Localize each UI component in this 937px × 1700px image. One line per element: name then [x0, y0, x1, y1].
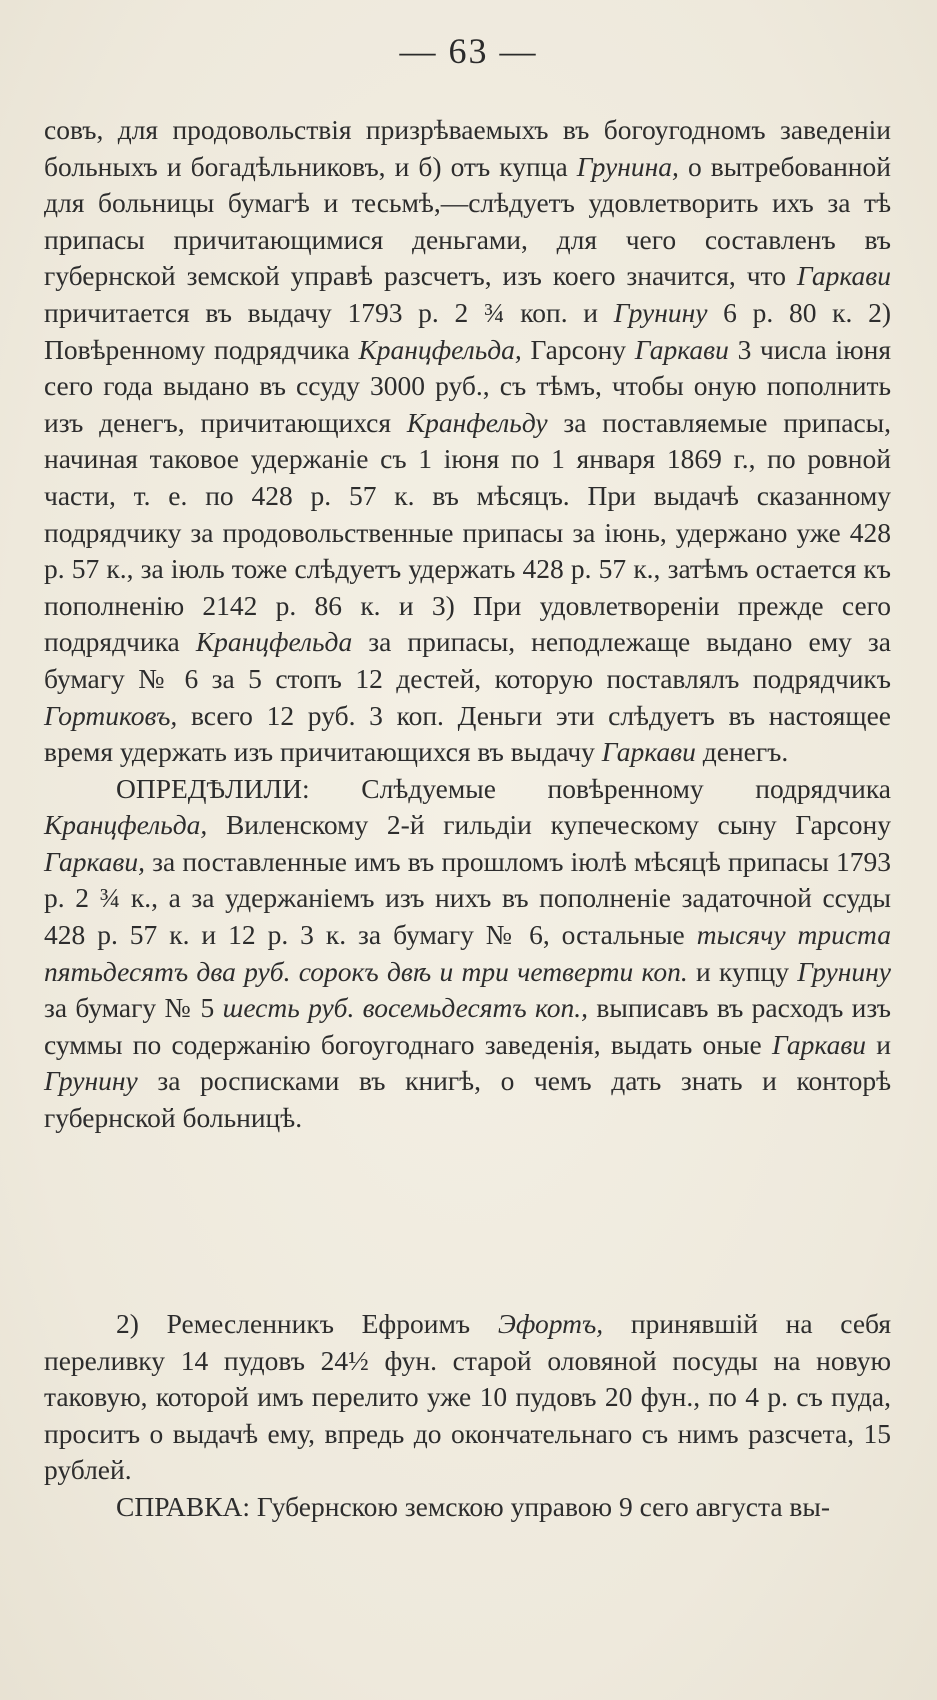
- italic-run: Кранцфельда,: [44, 809, 208, 841]
- text-run: Виленскому 2-й гильдіи купеческому сыну Гарсону: [207, 809, 891, 841]
- text-run: за бумагу № 5: [44, 992, 223, 1024]
- text-run: и купцу: [687, 955, 798, 987]
- text-run: 6 р. 80 к. 2) Повѣренному подрядчика: [44, 296, 891, 365]
- italic-run: Грунина,: [576, 150, 679, 182]
- italic-run: тысячу триста пятьдесятъ два руб. сорокъ двѣ и три четверти коп.: [44, 919, 891, 987]
- text-block-lower: [44, 1306, 891, 1526]
- text-run: 2) Ремесленникъ Ефроимъ: [116, 1308, 498, 1339]
- text-run: выписавъ въ расходъ изъ суммы по содержанію богоугоднаго заведенія, выдать оные: [44, 992, 892, 1060]
- text-block-upper: [44, 112, 891, 1137]
- text-run: за поставленные имъ въ прошломъ іюлѣ мѣсяцѣ припасы 1793 р. 2 ¾ к., а за удержаніемъ изъ нихъ въ пополненіе задаточной ссуды 428 р. 57 к. и 12 р. 3 к. за бумагу № 6, остальные: [44, 845, 891, 951]
- text-run: за поставляемые припасы, начиная таковое удержаніе съ 1 іюня по 1 января 1869 г., по ровной части, т. е. по 428 р. 57 к. въ мѣсяцъ. При выдачѣ сказанному подрядчику за продовольственные припасы за іюнь, удержано уже 428 р. 57 к., за іюль тоже слѣдуетъ удержать 428 р. 57 к., затѣмъ остается къ пополненію 2142 р. 86 к. и 3) При удовлетвореніи прежде сего подрядчика: [44, 406, 891, 658]
- text-run: всего 12 руб. 3 коп. Деньги эти слѣдуетъ въ настоящее время удержать изъ причитающихся въ выдачу: [44, 699, 891, 768]
- text-run: ОПРЕДѢЛИЛИ: Слѣдуемые повѣренному подрядчика: [116, 772, 891, 804]
- text-run: совъ, для продовольствія призрѣваемыхъ въ богоугодномъ заведеніи больныхъ и богадѣльниковъ, и б) отъ купца: [44, 114, 891, 182]
- italic-run: Гаркави: [796, 260, 891, 292]
- italic-run: Грунину: [797, 955, 891, 987]
- italic-run: Гортиковъ,: [44, 699, 178, 731]
- page-number: — 63 —: [399, 31, 538, 71]
- italic-run: Кранфельду: [406, 406, 548, 438]
- text-run: принявшій на себя переливку 14 пудовъ 24½ фун. старой оловяной посуды на новую таковую, которой имъ перелито уже 10 пудовъ 20 фун., по 4 р. съ пуда, проситъ о выдачѣ ему, впредь до окончательнаго съ нимъ разсчета, 15 рублей.: [44, 1308, 891, 1486]
- italic-run: Грунину: [44, 1065, 138, 1097]
- italic-run: Гаркави: [634, 333, 729, 365]
- text-run: 3 числа іюня сего года выдано въ ссуду 3000 руб., съ тѣмъ, чтобы оную пополнить изъ денегъ, причитающихся: [44, 333, 891, 438]
- text-run: за росписками въ книгѣ, о чемъ дать знать и конторѣ губернской больницѣ.: [44, 1065, 891, 1134]
- italic-run: шесть руб. восемьдесятъ коп.,: [222, 992, 589, 1024]
- italic-run: Гаркави: [601, 736, 696, 768]
- italic-run: Эфортъ,: [497, 1308, 604, 1339]
- italic-run: Грунину: [613, 296, 708, 328]
- text-run: и: [866, 1028, 891, 1060]
- italic-run: Кранцфельда: [195, 626, 353, 658]
- italic-run: Гаркави,: [44, 845, 145, 877]
- paragraph-resolution: [44, 771, 891, 1137]
- paragraph-item-2: [44, 1306, 891, 1489]
- text-run: СПРАВКА: Губернскою земскою управою 9 сего августа вы-: [116, 1490, 831, 1522]
- paragraph-reference: [44, 1489, 891, 1526]
- italic-run: Кранцфельда,: [358, 333, 522, 365]
- text-run: за припасы, неподлежаще выдано ему за бумагу № 6 за 5 стопъ 12 дестей, которую поставлялъ подрядчикъ: [44, 626, 891, 694]
- text-run: денегъ.: [695, 736, 789, 768]
- paragraph-continuation: [44, 112, 891, 771]
- italic-run: Гаркави: [771, 1028, 867, 1060]
- text-run: о вытребованной для больницы бумагѣ и тесьмѣ,—слѣдуетъ удовлетворить ихъ за тѣ припасы причитающимися деньгами, для чего составленъ въ губернской земской управѣ разсчетъ, изъ коего значится, что: [44, 150, 891, 292]
- text-run: причитается въ выдачу 1793 р. 2 ¾ коп. и: [44, 296, 614, 328]
- text-run: Гарсону: [521, 333, 635, 365]
